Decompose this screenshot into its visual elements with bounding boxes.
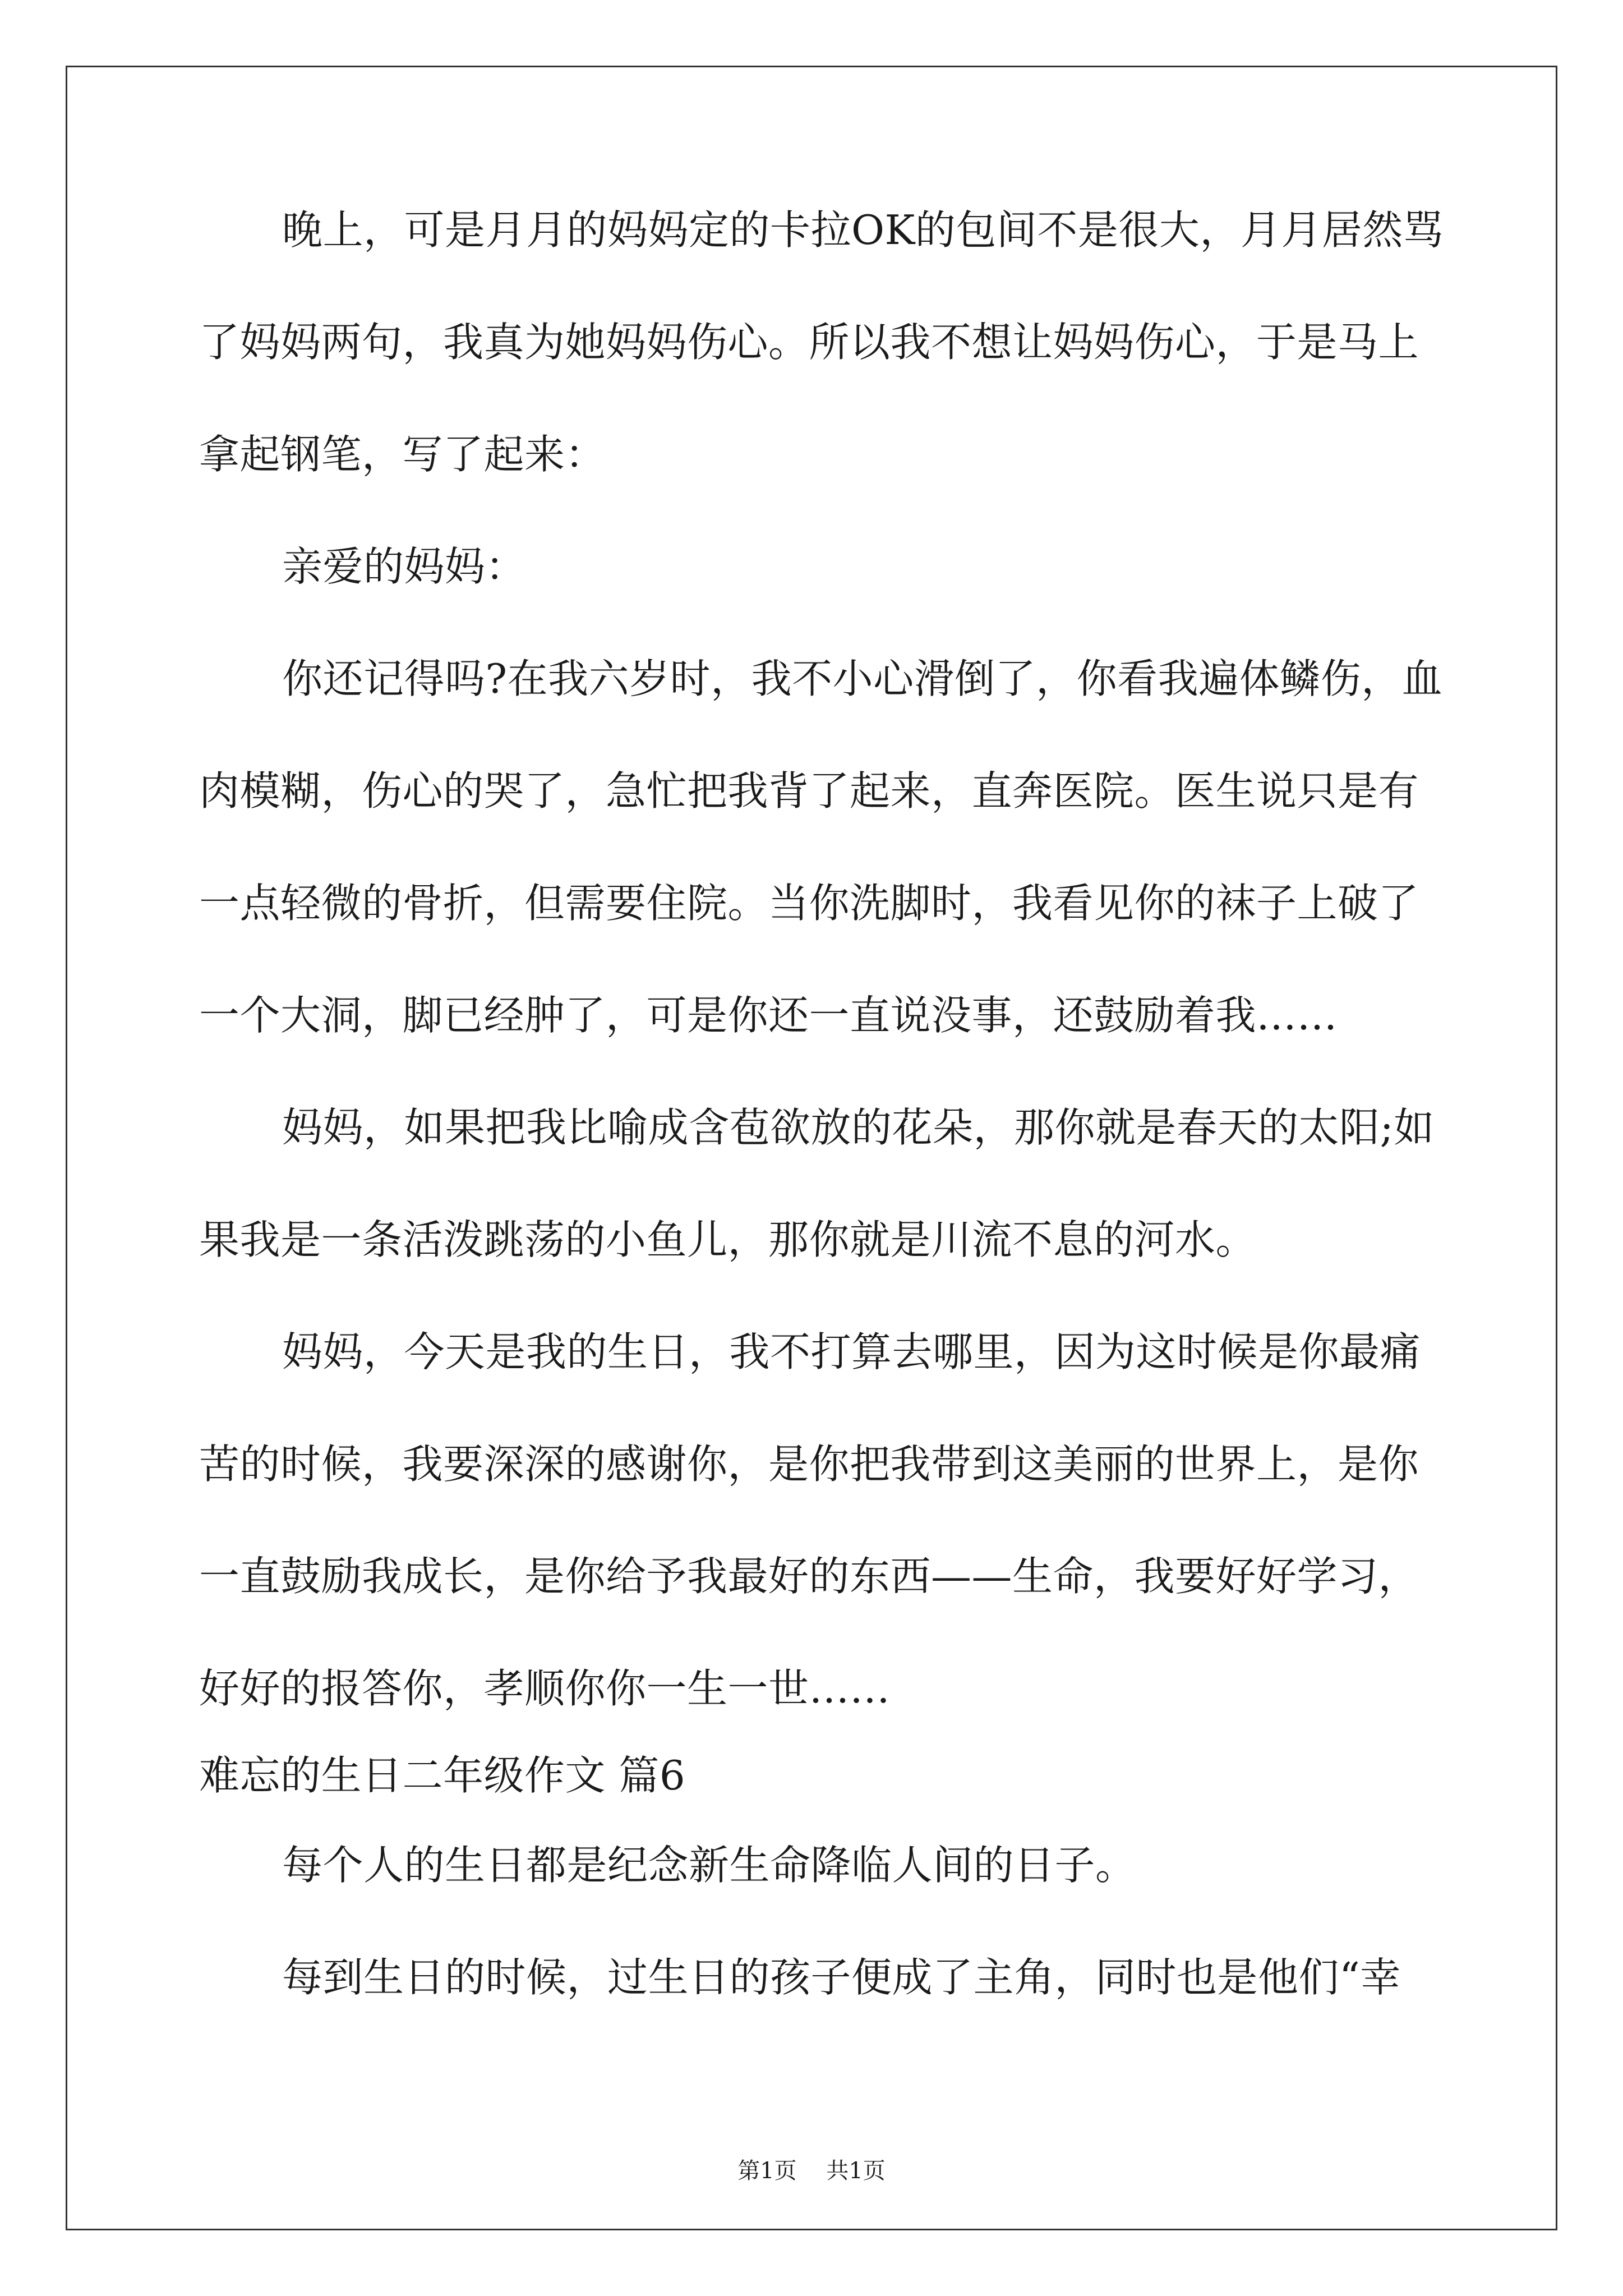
paragraph-line: 妈妈，如果把我比喻成含苞欲放的花朵，那你就是春天的太阳;如 xyxy=(282,1104,1435,1151)
paragraph-line: 肉模糊，伤心的哭了，急忙把我背了起来，直奔医院。医生说只是有 xyxy=(199,767,1419,815)
salutation-line: 亲爱的妈妈： xyxy=(282,543,527,590)
paragraph-line: 拿起钢笔，写了起来： xyxy=(199,431,606,478)
paragraph-line: 妈妈，今天是我的生日，我不打算去哪里，因为这时候是你最痛 xyxy=(282,1328,1421,1375)
page-footer xyxy=(0,2154,1623,2188)
paragraph-line: 每个人的生日都是纪念新生命降临人间的日子。 xyxy=(282,1842,1136,1889)
paragraph-line: 果我是一条活泼跳荡的小鱼儿，那你就是川流不息的河水。 xyxy=(199,1216,1257,1263)
page-number: 第1页 xyxy=(737,2158,797,2184)
paragraph-line: 晚上，可是月月的妈妈定的卡拉OK的包间不是很大，月月居然骂 xyxy=(282,206,1444,254)
page-total: 共1页 xyxy=(826,2158,886,2184)
section-heading: 难忘的生日二年级作文 篇6 xyxy=(199,1752,686,1799)
paragraph-line: 苦的时候，我要深深的感谢你，是你把我带到这美丽的世界上，是你 xyxy=(199,1441,1419,1488)
paragraph-line: 每到生日的时候，过生日的孩子便成了主角，同时也是他们“幸 xyxy=(282,1954,1401,2001)
paragraph-line: 一直鼓励我成长，是你给予我最好的东西——生命，我要好好学习， xyxy=(199,1553,1419,1600)
paragraph-line: 了妈妈两句，我真为她妈妈伤心。所以我不想让妈妈伤心，于是马上 xyxy=(199,319,1419,366)
paragraph-line: 好好的报答你，孝顺你你一生一世…… xyxy=(199,1665,891,1712)
paragraph-line: 一点轻微的骨折，但需要住院。当你洗脚时，我看见你的袜子上破了 xyxy=(199,880,1419,927)
paragraph-line: 一个大洞，脚已经肿了，可是你还一直说没事，还鼓励着我…… xyxy=(199,992,1338,1039)
paragraph-line: 你还记得吗?在我六岁时，我不小心滑倒了，你看我遍体鳞伤，血 xyxy=(282,655,1443,702)
